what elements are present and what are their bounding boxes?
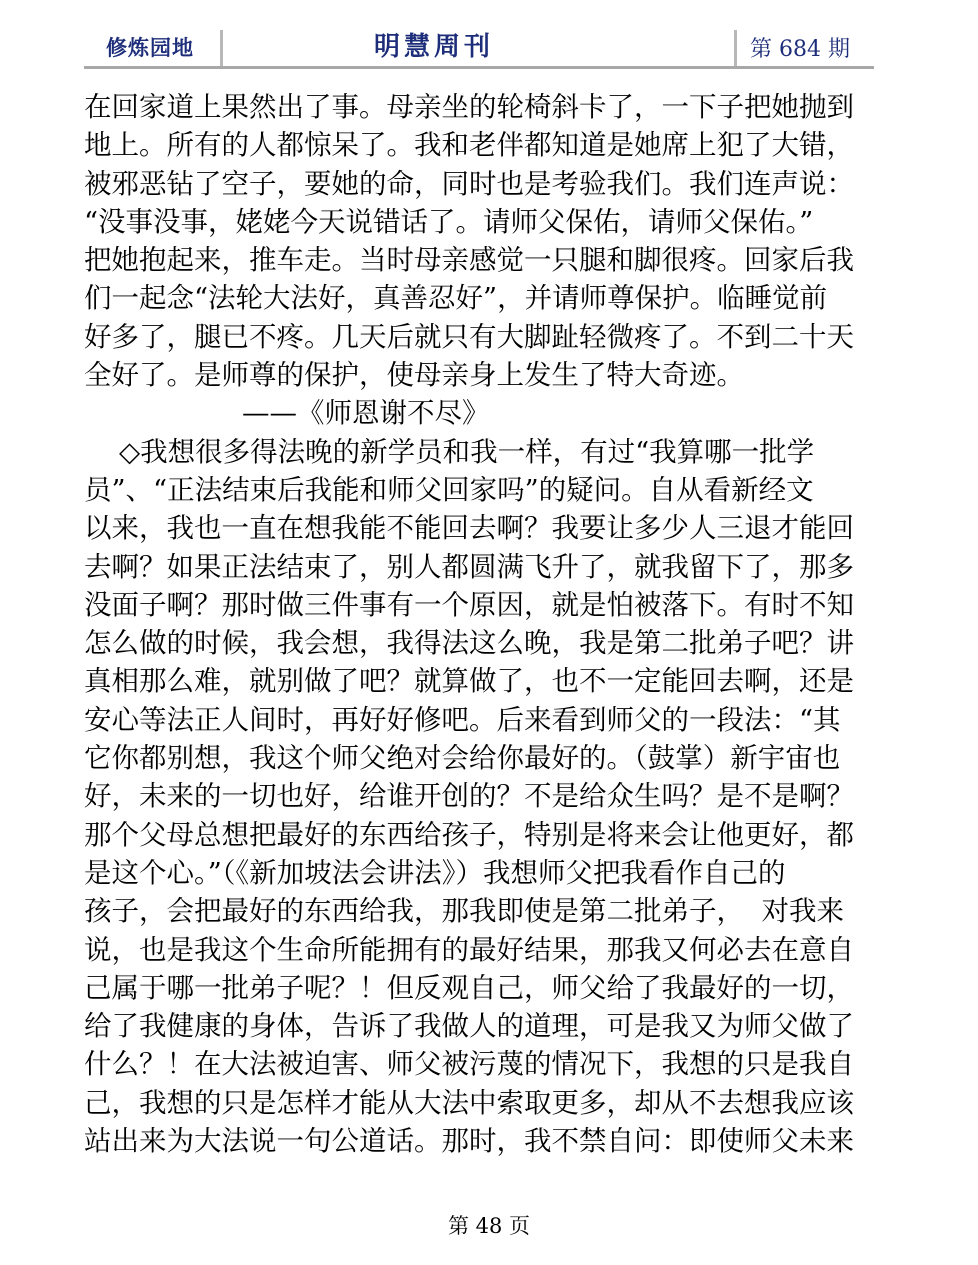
text-line: 以来，我也一直在想我能不能回去啊？我要让多少人三退才能回: [84, 512, 854, 545]
text-line: 好多了，腿已不疼。几天后就只有大脚趾轻微疼了。不到二十天: [84, 320, 854, 353]
text-line: 那个父母总想把最好的东西给孩子，特别是将来会让他更好，都: [84, 818, 854, 851]
source-attribution: ——《师恩谢不尽》: [242, 397, 490, 430]
header-rule: [84, 66, 874, 69]
text-line: 说，也是我这个生命所能拥有的最好结果，那我又何必去在意自: [84, 933, 854, 966]
text-line: 它你都别想，我这个师父绝对会给你最好的。（鼓掌）新宇宙也: [84, 742, 841, 775]
text-line: 去啊？如果正法结束了，别人都圆满飞升了，就我留下了，那多: [84, 550, 854, 583]
text-line: 真相那么难，就别做了吧？就算做了，也不一定能回去啊，还是: [84, 665, 854, 698]
header-divider-left: [220, 30, 223, 66]
issue-number: 第 684 期: [750, 37, 850, 62]
text-line: 给了我健康的身体，告诉了我做人的道理，可是我又为师父做了: [84, 1010, 854, 1043]
text-line: 什么？！在大法被迫害、师父被污蔑的情况下，我想的只是我自: [84, 1048, 854, 1081]
text-line: 们一起念“法轮大法好，真善忍好”，并请师尊保护。临睡觉前: [84, 282, 828, 315]
text-line: 员”、“正法结束后我能和师父回家吗”的疑问。自从看新经文: [84, 473, 814, 506]
publication-title: 明慧周刊: [374, 32, 495, 62]
text-line: 己属于哪一批弟子呢？！但反观自己，师父给了我最好的一切，: [84, 971, 854, 1004]
text-line: 地上。所有的人都惊呆了。我和老伴都知道是她席上犯了大错，: [84, 129, 854, 162]
text-line: 被邪恶钻了空子，要她的命，同时也是考验我们。我们连声说：: [84, 167, 854, 200]
text-line: 孩子，会把最好的东西给我，那我即使是第二批弟子， 对我来: [84, 895, 844, 928]
article-body: [84, 88, 874, 1160]
text-line: 全好了。是师尊的保护，使母亲身上发生了特大奇迹。: [84, 359, 744, 392]
text-line: 没面子啊？那时做三件事有一个原因，就是怕被落下。有时不知: [84, 588, 854, 621]
text-line: 好，未来的一切也好，给谁开创的？不是给众生吗？是不是啊？: [84, 780, 854, 813]
text-line: 是这个心。”（《新加坡法会讲法》）我想师父把我看作自己的: [84, 856, 786, 889]
page-header: [84, 22, 874, 68]
page-number: 第 48 页: [447, 1214, 531, 1238]
section-label: 修炼园地: [106, 35, 194, 60]
text-line: “没事没事，姥姥今天说错话了。请师父保佑，请师父保佑。”: [84, 205, 814, 238]
text-line: 把她抱起来，推车走。当时母亲感觉一只腿和脚很疼。回家后我: [84, 244, 854, 277]
text-line: 怎么做的时候，我会想，我得法这么晚，我是第二批弟子吧？讲: [84, 627, 854, 660]
text-line: 安心等法正人间时，再好好修吧。后来看到师父的一段法：“其: [84, 703, 841, 736]
header-divider-right: [734, 30, 737, 66]
text-line: ◇我想很多得法晚的新学员和我一样，有过“我算哪一批学: [84, 435, 815, 468]
text-line: 站出来为大法说一句公道话。那时，我不禁自问：即使师父未来: [84, 1125, 854, 1158]
text-line: 在回家道上果然出了事。母亲坐的轮椅斜卡了，一下子把她抛到: [84, 91, 854, 123]
text-line: 己，我想的只是怎样才能从大法中索取更多，却从不去想我应该: [84, 1086, 854, 1119]
